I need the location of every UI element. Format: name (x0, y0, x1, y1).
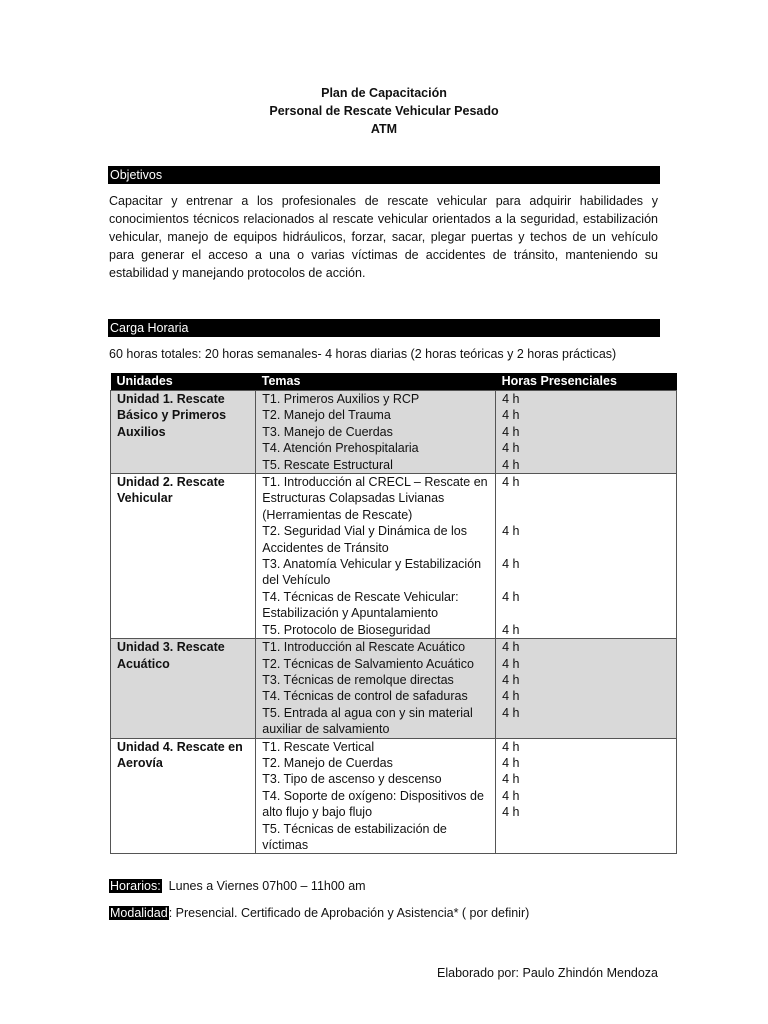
modality-label: Modalidad (110, 906, 168, 920)
modality-row (109, 904, 529, 922)
author-credit: Elaborado por: Paulo Zhindón Mendoza (437, 966, 658, 980)
objectives-text: Capacitar y entrenar a los profesionales de rescate vehicular para adquirir habilidades y conocimientos técnicos relacionados al rescate vehicular orientados a la seguridad, estabilización vehicular, manejo de equipos hidráulicos, forzar, sacar, plegar puertas y techos de un vehículo para generar el acceso a una o varias víctimas de accidentes de tránsito, manteniendo su estabilidad y manejando protocolos de acción. (109, 194, 658, 280)
unit-name: Unidad 2. Rescate Vehicular (111, 474, 256, 639)
unit-topics: T1. Primeros Auxilios y RCP T2. Manejo del Trauma T3. Manejo de Cuerdas T4. Atención Prehospitalaria T5. Rescate Estructural (256, 391, 496, 474)
schedule-label: Horarios: (110, 879, 161, 893)
title-line-2: Personal de Rescate Vehicular Pesado (269, 104, 499, 118)
schedule-value: Lunes a Viernes 07h00 – 11h00 am (168, 879, 366, 893)
workload-heading: Carga Horaria (108, 319, 660, 337)
unit-topics: T1. Introducción al Rescate Acuático T2. Técnicas de Salvamiento Acuático T3. Técnicas de remolque directas T4. Técnicas de control de safaduras T5. Entrada al agua con y sin material auxiliar de salvamiento (256, 639, 496, 738)
table-row (111, 738, 677, 854)
header-topics: Temas (256, 373, 496, 391)
document-title (0, 84, 768, 138)
unit-hours: 4 h 4 h 4 h 4 h 4 h (496, 639, 677, 738)
schedule-row (109, 877, 366, 895)
objectives-heading: Objetivos (108, 166, 660, 184)
unit-topics: T1. Introducción al CRECL – Rescate en Estructuras Colapsadas Livianas (Herramientas de Rescate) T2. Seguridad Vial y Dinámica de los Accidentes de Tránsito T3. Anatomía Vehicular y Estabilización del Vehículo T4. Técnicas de Rescate Vehicular: Estabilización y Apuntalamiento T5. Protocolo de Bioseguridad (256, 474, 496, 639)
table-row (111, 391, 677, 474)
table-row (111, 474, 677, 639)
workload-text: 60 horas totales: 20 horas semanales- 4 horas diarias (2 horas teóricas y 2 horas prácticas) (109, 347, 617, 361)
header-units: Unidades (111, 373, 256, 391)
title-line-1: Plan de Capacitación (321, 86, 447, 100)
units-table (110, 373, 677, 854)
unit-hours: 4 h 4 h 4 h 4 h 4 h (496, 474, 677, 639)
unit-name: Unidad 4. Rescate en Aerovía (111, 738, 256, 854)
title-line-3: ATM (370, 122, 398, 136)
table-header-row (111, 373, 677, 391)
header-hours: Horas Presenciales (496, 373, 677, 391)
table-row (111, 639, 677, 738)
unit-name: Unidad 1. Rescate Básico y Primeros Auxilios (111, 391, 256, 474)
unit-topics: T1. Rescate Vertical T2. Manejo de Cuerdas T3. Tipo de ascenso y descenso T4. Soporte de oxígeno: Dispositivos de alto flujo y bajo flujo T5. Técnicas de estabilización de víctimas (256, 738, 496, 854)
modality-value: : Presencial. Certificado de Aprobación y Asistencia* ( por definir) (168, 906, 530, 920)
unit-hours: 4 h 4 h 4 h 4 h 4 h (496, 738, 677, 854)
unit-hours: 4 h 4 h 4 h 4 h 4 h (496, 391, 677, 474)
unit-name: Unidad 3. Rescate Acuático (111, 639, 256, 738)
